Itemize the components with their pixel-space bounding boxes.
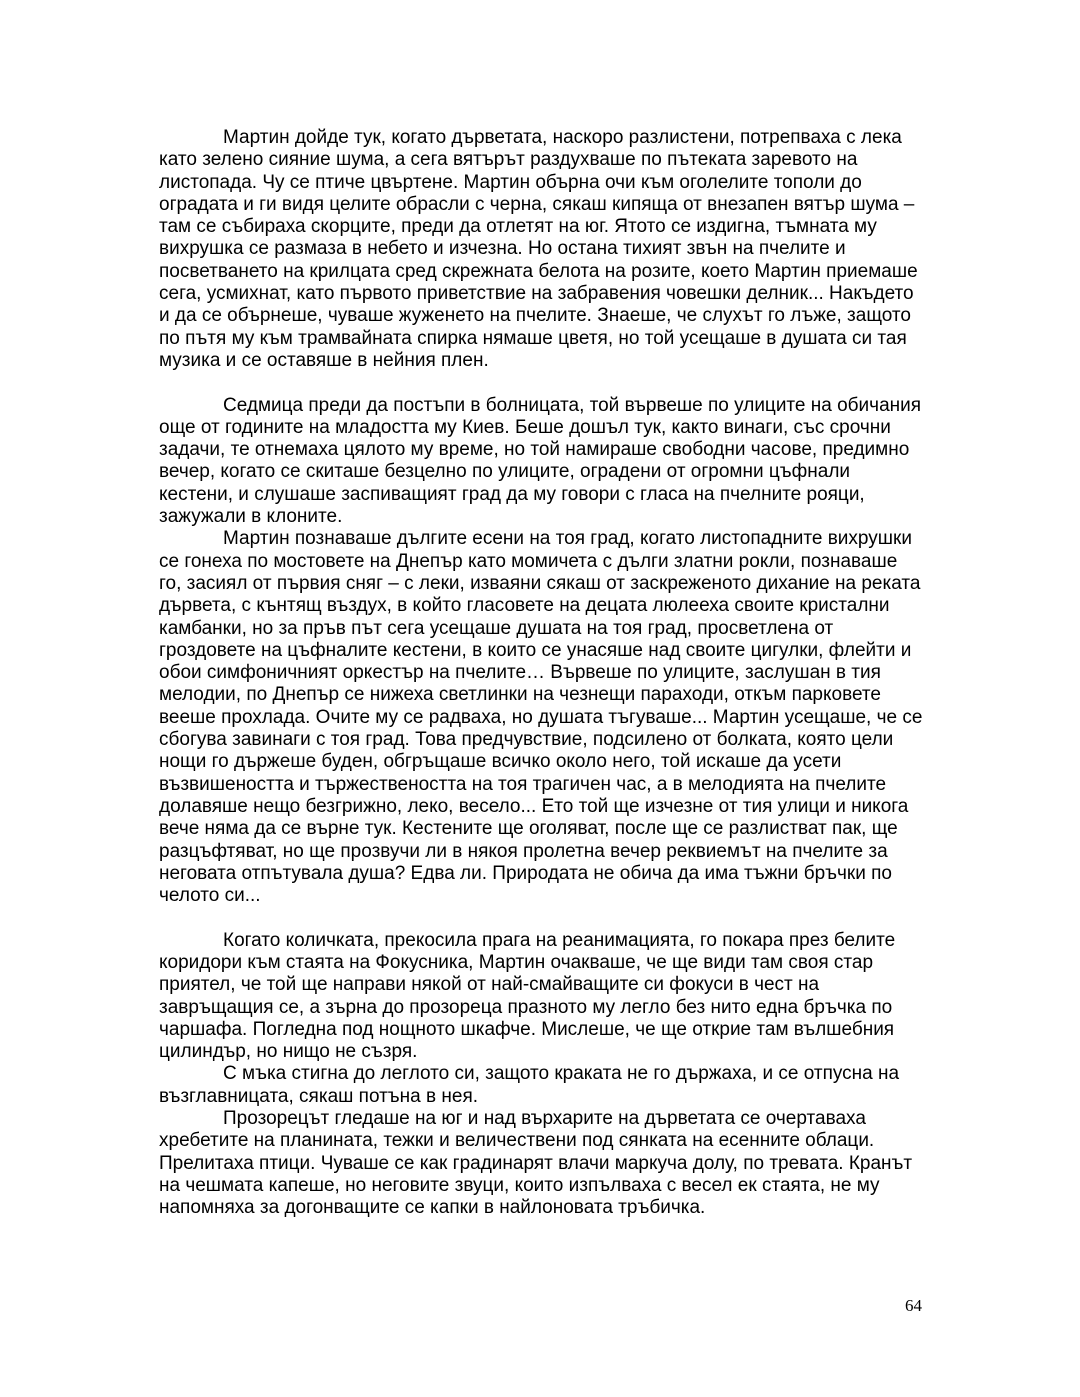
paragraph-6: Прозорецът гледаше на юг и над върхарите на дърветата се очертаваха хребетите на планината, тежки и величествени под сянката на есенните облаци. Прелитаха птици. Чуваше се как градинарят влачи маркуча долу, по тревата. Кранът на чешмата капеше, но неговите звуци, които изпълваха с весел ек стаята, не му напомняха за догонващите се капки в найлоновата тръбичка.	[159, 1108, 913, 1219]
paragraph-4: Когато количката, прекосила прага на реанимацията, го покара през белите коридори към стаята на Фокусника, Мартин очакваше, че ще види там своя стар приятел, че той ще направи някой от най-смайващите си фокуси в чест на завръщащия се, а зърна до прозореца празното му легло без нито една бръчка по чаршафа. Погледна под нощното шкафче. Мислеше, че ще открие там вълшебния цилиндър, но нищо не съзря.	[159, 929, 896, 1063]
paragraph-5: С мъка стигна до леглото си, защото краката не го държаха, и се отпусна на възглавницата, сякаш потъна в нея.	[159, 1063, 900, 1107]
page-number: 64	[905, 1296, 922, 1315]
body-text	[159, 127, 923, 1220]
paragraph-3: Мартин познаваше дългите есени на тоя град, когато листопадните вихрушки се гонеха по мостовете на Днепър като момичета с дълги златни рокли, познаваше го, засиял от първия сняг – с леки, изваяни сякаш от заскреженото дихание на реката дървета, с кънтящ въздух, в който гласовете на децата люлееха своите кристални камбанки, но за пръв път сега усещаше душата на тоя град, просветлена от гроздовете на цъфналите кестени, в които се унасяше над своите цигулки, флейти и обои симфоничният оркестър на пчелите… Вървеше по улиците, заслушан в тия мелодии, по Днепър се нижеха светлинки на чезнещи параходи, откъм парковете вееше прохлада. Очите му се радваха, но душата тъгуваше... Мартин усещаше, че се сбогува завинаги с тоя град. Това предчувствие, подсилено от болката, която цели нощи го държеше буден, обгръщаше всичко около него, той искаше да усети възвишеността и тържествеността на тоя трагичен час, а в мелодията на пчелите долавяше нещо безгрижно, леко, весело... Ето той ще изчезне от тия улици и никога вече няма да се върне тук. Кестените ще оголяват, после ще се разлистват пак, ще разцъфтяват, но ще прозвучи ли в някоя пролетна вечер реквиемът на пчелите за неговата отпътувала душа? Едва ли. Природата не обича да има тъжни бръчки по челото си...	[159, 528, 923, 907]
paragraph-2: Седмица преди да постъпи в болницата, той вървеше по улиците на обичания още от годините на младостта му Киев. Беше дошъл тук, както винаги, със срочни задачи, те отнемаха цялото му време, но той намираше свободни часове, предимно вечер, когато се скиташе безцелно по улиците, оградени от огромни цъфнали кестени, и слушаше заспиващият град да му говори с гласа на пчелните рояци, зажужали в клоните.	[159, 394, 922, 528]
paragraph-1: Мартин дойде тук, когато дърветата, наскоро разлистени, потрепваха с лека като зелено сияние шума, а сега вятърът раздухваше по пътеката заревото на листопада. Чу се птиче цвъртене. Мартин обърна очи към оголелите тополи до оградата и ги видя целите обрасли с черна, сякаш кипяща от внезапен вятър шума – там се събираха скорците, преди да отлетят на юг. Ятото се издигна, тъмната му вихрушка се размаза в небето и изчезна. Но остана тихият звън на пчелите и посветването на крилцата сред скрежната белота на розите, което Мартин приемаше сега, усмихнат, като първото приветствие на забравения човешки делник... Накъдето и да се обърнеше, чуваше жуженето на пчелите. Знаеше, че слухът го лъже, защото по пътя му към трамвайната спирка нямаше цветя, но той усещаше в душата си тая музика и се оставяше в нейния плен.	[159, 127, 918, 371]
